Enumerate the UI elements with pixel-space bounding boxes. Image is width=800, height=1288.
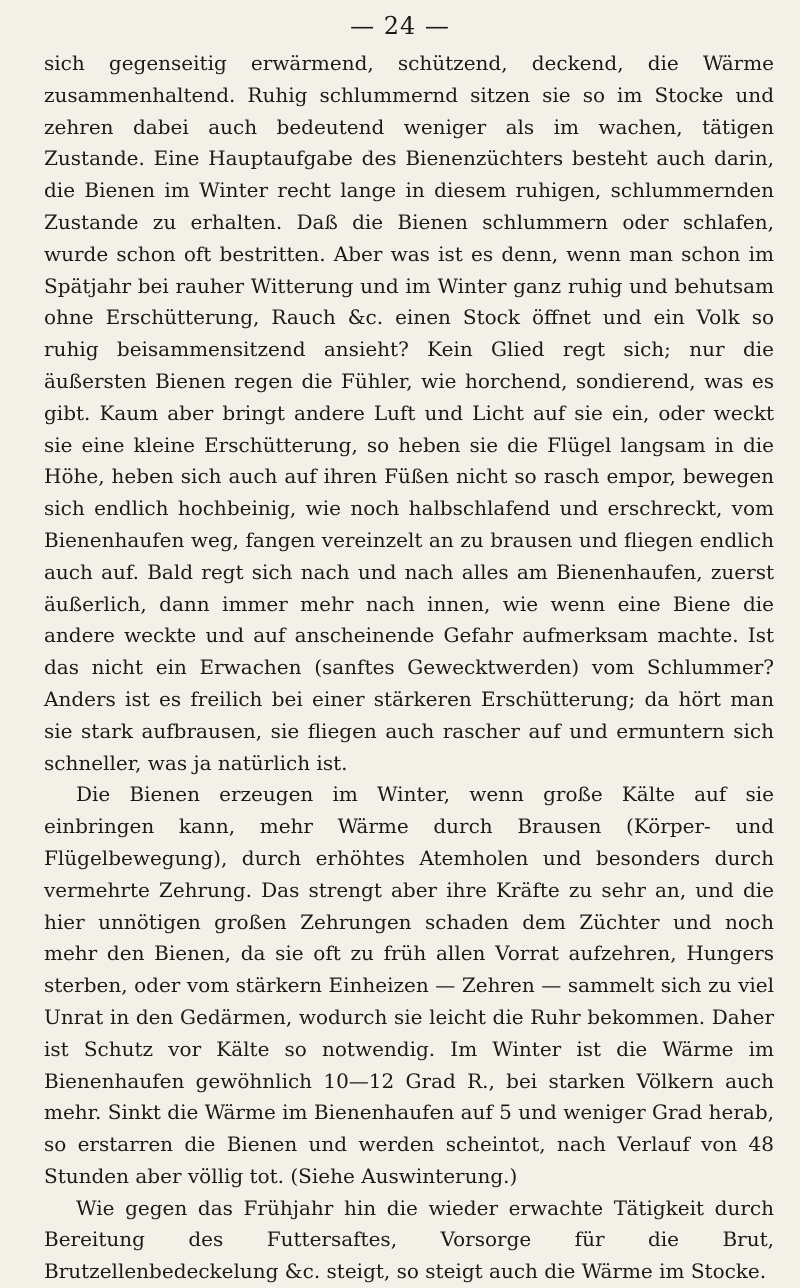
- page-body: [44, 48, 774, 1288]
- paragraph-3: Wie gegen das Frühjahr hin die wieder erwachte Tätigkeit durch Bereitung des Futtersaftes, Vorsorge für die Brut, Brutzellenbedeckelung &c. steigt, so steigt auch die Wärme im Stocke.: [44, 1195, 774, 1284]
- paragraph-2: Die Bienen erzeugen im Winter, wenn große Kälte auf sie einbringen kann, mehr Wärme durch Brausen (Körper- und Flügelbewegung), durch erhöhtes Atemholen und besonders durch vermehrte Zehrung. Das strengt aber ihre Kräfte zu sehr an, und die hier unnötigen großen Zehrungen schaden dem Züchter und noch mehr den Bienen, da sie oft zu früh allen Vorrat aufzehren, Hungers sterben, oder vom stärkern Einheizen — Zehren — sammelt sich zu viel Unrat in den Gedärmen, wodurch sie leicht die Ruhr bekommen. Daher ist Schutz vor Kälte so notwendig. Im Winter ist die Wärme im Bienenhaufen gewöhnlich 10—12 Grad R., bei starken Völkern auch mehr. Sinkt die Wärme im Bienenhaufen auf 5 und weniger Grad herab, so erstarren die Bienen und werden scheintot, nach Verlauf von 48 Stunden aber völlig tot. (Siehe Auswinterung.): [44, 782, 774, 1188]
- paragraph-1: sich gegenseitig erwärmend, schützend, deckend, die Wärme zusammenhaltend. Ruhig schlummernd sitzen sie so im Stocke und zehren dabei auch bedeutend weniger als im wachen, tätigen Zustande. Eine Hauptaufgabe des Bienenzüchters besteht auch darin, die Bienen im Winter recht lange in diesem ruhigen, schlummernden Zustande zu erhalten. Daß die Bienen schlummern oder schlafen, wurde schon oft bestritten. Aber was ist es denn, wenn man schon im Spätjahr bei rauher Witterung und im Winter ganz ruhig und behutsam ohne Erschütterung, Rauch &c. einen Stock öffnet und ein Volk so ruhig beisammensitzend ansieht? Kein Glied regt sich; nur die äußersten Bienen regen die Fühler, wie horchend, sondierend, was es gibt. Kaum aber bringt andere Luft und Licht auf sie ein, oder weckt sie eine kleine Erschütterung, so heben sie die Flügel langsam in die Höhe, heben sich auch auf ihren Füßen nicht so rasch empor, bewegen sich endlich hochbeinig, wie noch halbschlafend und erschreckt, vom Bienenhaufen weg, fangen vereinzelt an zu brausen und fliegen endlich auch auf. Bald regt sich nach und nach alles am Bienenhaufen, zuerst äußerlich, dann immer mehr nach innen, wie wenn eine Biene die andere weckte und auf anscheinende Gefahr aufmerksam machte. Ist das nicht ein Erwachen (sanftes Gewecktwerden) vom Schlummer? Anders ist es freilich bei einer stärkeren Erschütterung; da hört man sie stark aufbrausen, sie fliegen auch rascher auf und ermuntern sich schneller, was ja natürlich ist.: [44, 51, 774, 775]
- page-number: — 24 —: [350, 12, 450, 40]
- page-header: [0, 10, 800, 42]
